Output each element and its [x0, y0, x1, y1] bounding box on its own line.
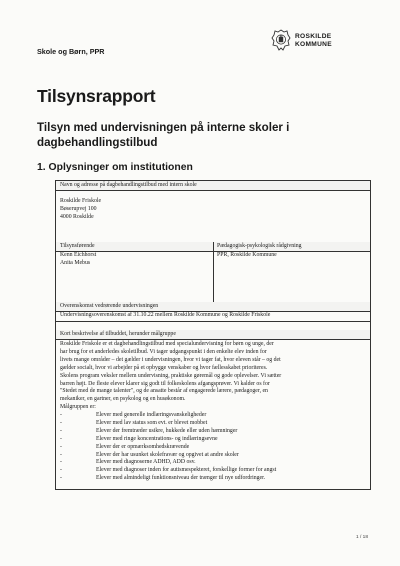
supervisor-name: Anita Mebus — [60, 259, 91, 266]
agreement-text: Undervisningsoverenskomst af 31.10.22 mellem Roskilde Kommune og Roskilde Friskole — [60, 312, 271, 318]
name-address-header — [56, 181, 370, 191]
name-address-label: Navn og adresse på dagbehandlingstilbud med intern skole — [60, 181, 197, 188]
target-group-item: - Elever der fremtræder usikre, hukkede eller uden hæmninger — [60, 427, 238, 434]
crest-icon — [271, 29, 291, 51]
target-group-item: - Elever med ringe koncentrations- og indlæringsevne — [60, 435, 218, 442]
target-group-list — [60, 412, 276, 483]
target-group-item: - Elever med almindeligt funktionsniveau der trænger til nye udfordringer. — [60, 475, 266, 482]
supervisor-name: Kenn Eichhorst — [60, 252, 97, 258]
ppr-label: Pædagogisk-psykologisk rådgivning — [217, 242, 302, 249]
logo-line-1: ROSKILDE — [295, 33, 332, 40]
target-group-item: - Elever med diagnoserne ADHD, ADD osv. — [60, 459, 196, 466]
description-line: har brug for et anderledes skoletilbud. Vi tager udgangspunkt i den enkelte elev inden for — [60, 348, 267, 355]
bullet-dash: - — [60, 467, 62, 474]
agreement-label: Overenskomst vedrørende undervisningen — [60, 302, 159, 309]
bullet-dash: - — [60, 451, 62, 458]
description-line: barren højt. De fleste elever klarer sig godt til folkeskolens afgangsprøver. Vi kalder os for — [60, 380, 270, 387]
bullet-dash: - — [60, 412, 62, 418]
description-line: Skolens program veksler mellem undervisning, praktiske gøremål og gode oplevelser. Vi sætter — [60, 372, 282, 379]
target-group-item: - Elever der er opmærksomhedskrævende — [60, 443, 190, 450]
bullet-dash: - — [60, 427, 62, 434]
supervisor-value — [60, 252, 96, 268]
agreement-header — [56, 302, 370, 312]
bullet-dash: - — [60, 443, 62, 450]
target-group-item: - Elever med generelle indlæringsvanskeligheder — [60, 412, 207, 418]
target-group-item: - Elever der har usunket skolefravær og opgivet at andre skoler — [60, 451, 239, 458]
description-line: gælder socialt, hvor vi arbejder på et opbygge venskaber og hvor fællesskabet prioriteres. — [60, 364, 268, 371]
description-line: Målgruppen er: — [60, 404, 96, 411]
bullet-dash: - — [60, 459, 62, 466]
logo-line-2: KOMMUNE — [295, 40, 332, 48]
column-divider — [213, 242, 214, 302]
municipality-logo — [271, 29, 381, 59]
target-group-item: - Elever med diagnoser inden for autismespekteret, forskellige former for angst — [60, 467, 277, 474]
address-line: 4000 Roskilde — [60, 213, 94, 220]
name-address-value — [60, 198, 101, 222]
description-body — [60, 341, 281, 412]
page-number: 1 / 18 — [356, 535, 369, 540]
description-line: livets mange områder – det gælder i undervisningen, hvor vi tager fat, hvor eleven står – og det — [60, 356, 281, 363]
description-line: "Stedet med de mange talenter", og de ansatte består af engagerede lærere, pædagoger, en — [60, 388, 268, 395]
department-header: Skole og Børn, PPR — [37, 47, 105, 56]
bullet-dash: - — [60, 419, 62, 426]
document-subtitle: Tilsyn med undervisningen på interne skoler i dagbehandlingstilbud — [37, 121, 290, 149]
address-line: Bøserupvej 100 — [60, 205, 97, 212]
section-heading: 1. Oplysninger om institutionen — [37, 162, 193, 173]
logo-wordmark — [295, 33, 332, 49]
bullet-dash: - — [60, 475, 62, 482]
supervisor-label: Tilsynsførende — [60, 242, 95, 249]
institution-info-table — [55, 180, 371, 490]
document-title: Tilsynsrapport — [37, 86, 156, 106]
bullet-dash: - — [60, 435, 62, 442]
description-header — [56, 330, 370, 340]
address-line: Roskilde Friskole — [60, 198, 102, 204]
description-label: Kort beskrivelse af tilbuddet, herunder målgruppe — [60, 330, 176, 337]
row-divider — [56, 321, 370, 322]
ppr-value: PPR, Roskilde Kommune — [217, 252, 277, 258]
description-line: mekaniker, en gartner, en psykolog og en husøkonom. — [60, 396, 186, 403]
target-group-item: - Elever med lav status som evt. er blevet mobbet — [60, 419, 208, 426]
description-line: Roskilde Friskole er et dagbehandlingstilbud med specialundervisning for børn og unge, der — [60, 341, 274, 347]
